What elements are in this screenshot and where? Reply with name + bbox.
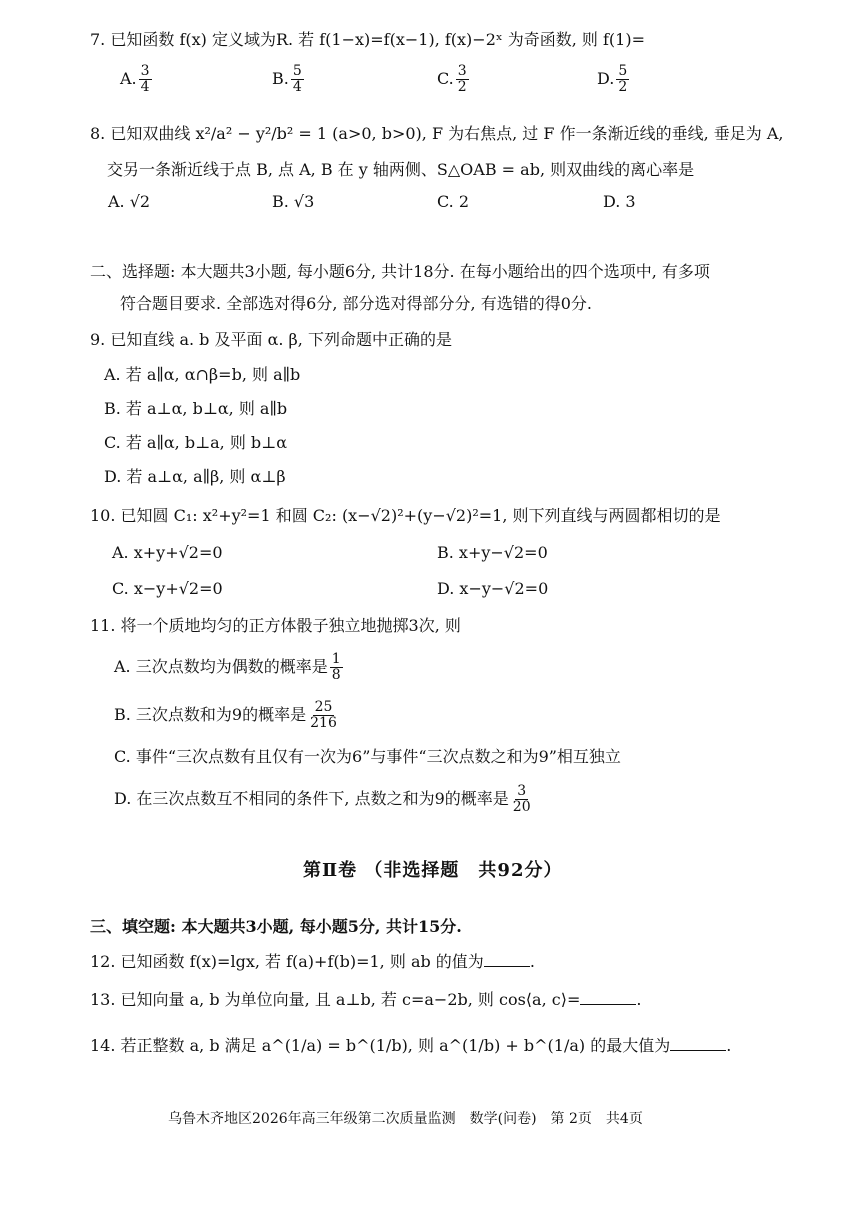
q9-option-d: D. 若 a⊥α, a∥β, 则 α⊥β xyxy=(104,467,286,486)
q7-stem: 7. 已知函数 f(x) 定义域为R. 若 f(1−x)=f(x−1), f(x)−2ˣ 为奇函数, 则 f(1)= xyxy=(90,30,646,49)
q8-stem-line2: 交另一条渐近线于点 B, 点 A, B 在 y 轴两侧、S△OAB = ab, 则双曲线的离心率是 xyxy=(107,160,695,179)
q8-stem: 8. 已知双曲线 x²/a² − y²/b² = 1 (a>0, b>0), F 为右焦点, 过 F 作一条渐近线的垂线, 垂足为 A, xyxy=(90,124,784,143)
q7-option-a: A. $\frac{3}{4}$ xyxy=(120,63,150,95)
q13: 13. 已知向量 a, b 为单位向量, 且 a⊥b, 若 c=a−2b, 则 cos⟨a, c⟩= . xyxy=(90,990,642,1009)
q11-option-a: A. 三次点数均为偶数的概率是 $\frac{1}{8}$ xyxy=(114,651,341,683)
q8-option-a: A. √2 xyxy=(108,192,151,211)
q9-option-c: C. 若 a∥α, b⊥a, 则 b⊥α xyxy=(104,433,288,452)
q12: 12. 已知函数 f(x)=lgx, 若 f(a)+f(b)=1, 则 ab 的值为 . xyxy=(90,952,535,971)
q7-option-b: B. $\frac{5}{4}$ xyxy=(272,63,302,95)
page-footer: 乌鲁木齐地区2026年高三年级第二次质量监测 数学(问卷) 第 2页 共4页 xyxy=(168,1111,643,1127)
q11-option-b: B. 三次点数和为9的概率是 $\frac{25}{216}$ xyxy=(114,699,337,731)
q12-answer-blank xyxy=(484,952,530,967)
q8-hyperbola-equation: x²/a² − y²/b² = 1 (a>0, b>0) xyxy=(195,124,422,143)
q10-stem: 10. 已知圆 C₁: x²+y²=1 和圆 C₂: (x−√2)²+(y−√2)²=1, 则下列直线与两圆都相切的是 xyxy=(90,506,721,525)
q9-option-a: A. 若 a∥α, α∩β=b, 则 a∥b xyxy=(104,365,301,384)
q9-stem: 9. 已知直线 a. b 及平面 α. β, 下列命题中正确的是 xyxy=(90,330,452,349)
q14-answer-blank xyxy=(670,1036,726,1051)
q8-option-b: B. √3 xyxy=(272,192,315,211)
q10-option-d: D. x−y−√2=0 xyxy=(437,579,549,598)
q11-stem: 11. 将一个质地均匀的正方体骰子独立地抛掷3次, 则 xyxy=(90,616,461,635)
q11-option-d: D. 在三次点数互不相同的条件下, 点数之和为9的概率是 $\frac{3}{20}$ xyxy=(114,783,531,815)
section2-instructions-line1: 二、选择题: 本大题共3小题, 每小题6分, 共计18分. 在每小题给出的四个选项中, 有多项 xyxy=(90,262,710,281)
q13-answer-blank xyxy=(580,990,636,1005)
q11-option-c: C. 事件“三次点数有且仅有一次为6”与事件“三次点数之和为9”相互独立 xyxy=(114,747,621,766)
q8-option-c: C. 2 xyxy=(437,192,470,211)
section3-instructions: 三、填空题: 本大题共3小题, 每小题5分, 共计15分. xyxy=(90,917,462,936)
q7-option-c: C. $\frac{3}{2}$ xyxy=(437,63,467,95)
q10-option-a: A. x+y+√2=0 xyxy=(112,543,223,562)
q9-option-b: B. 若 a⊥α, b⊥α, 则 a∥b xyxy=(104,399,288,418)
q8-option-d: D. 3 xyxy=(603,192,636,211)
q14: 14. 若正整数 a, b 满足 a^(1/a) = b^(1/b), 则 a^(1/b) + b^(1/a) 的最大值为 . xyxy=(90,1036,732,1055)
q7-option-d: D. $\frac{5}{2}$ xyxy=(597,63,628,95)
q10-option-c: C. x−y+√2=0 xyxy=(112,579,223,598)
volume2-title: 第Ⅱ卷 （非选择题 共92分） xyxy=(303,860,563,881)
section2-instructions-line2: 符合题目要求. 全部选对得6分, 部分选对得部分分, 有选错的得0分. xyxy=(120,294,592,313)
q10-option-b: B. x+y−√2=0 xyxy=(437,543,548,562)
